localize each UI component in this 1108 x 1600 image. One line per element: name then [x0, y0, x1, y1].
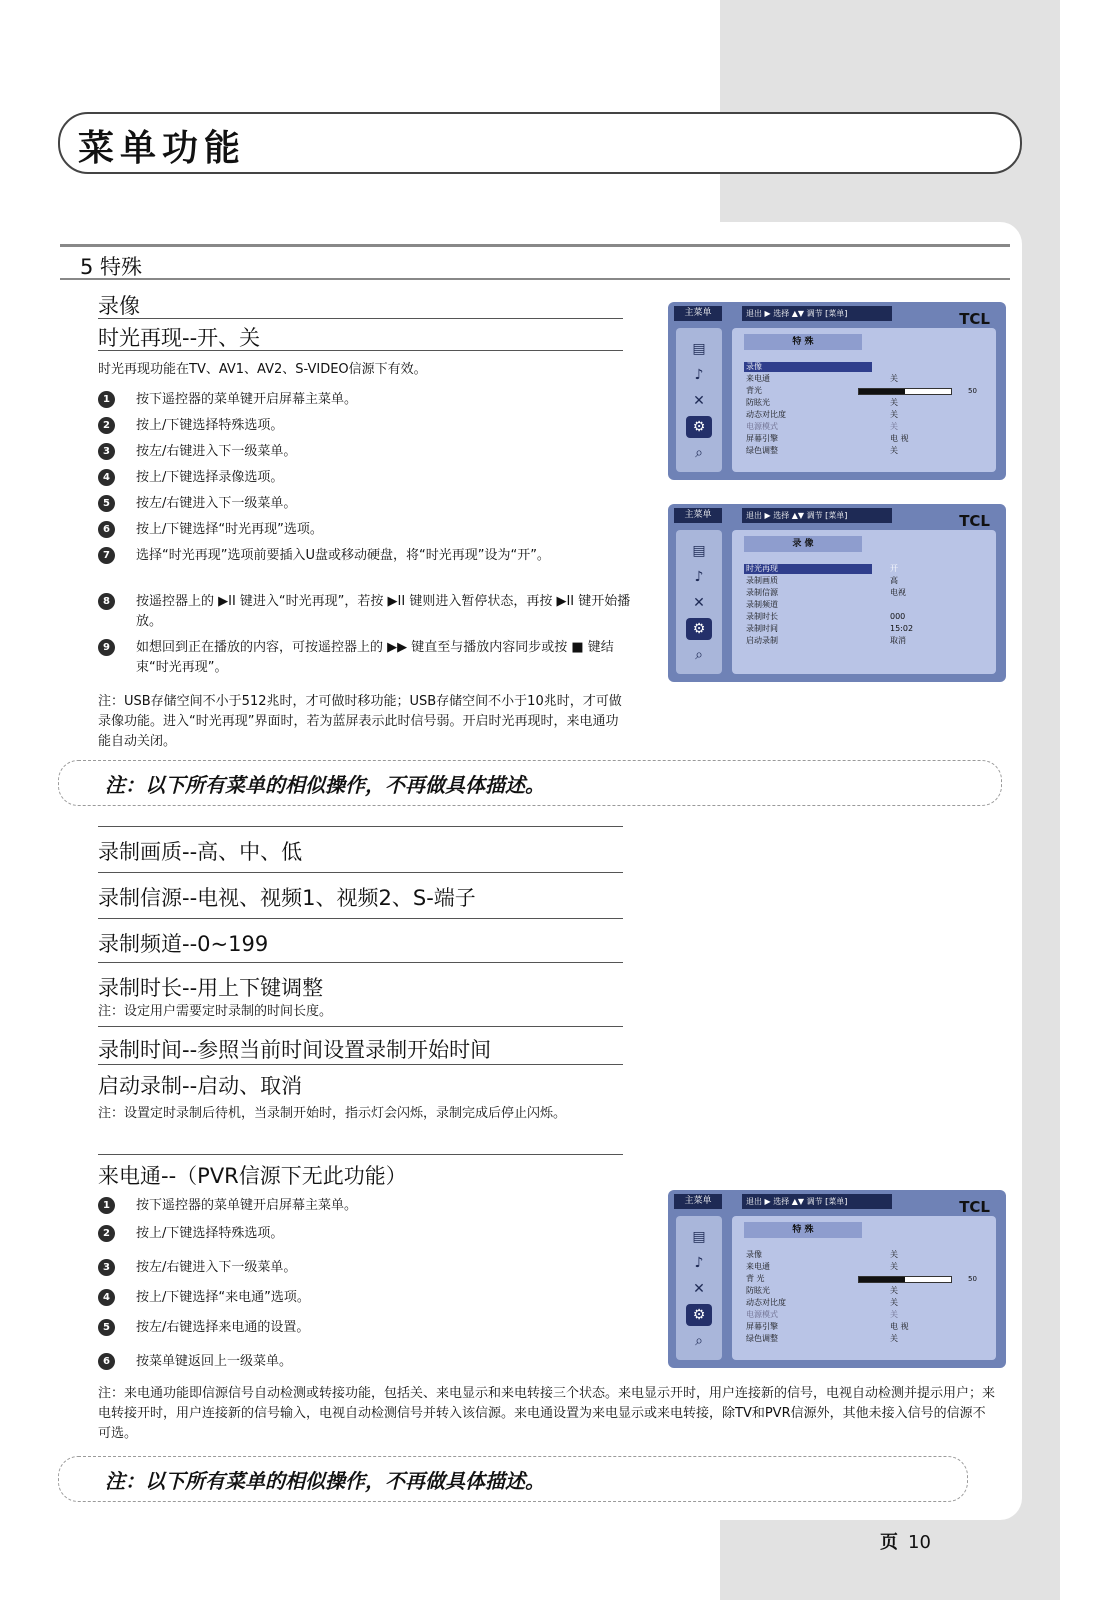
menu-row-label: 背光 — [746, 386, 762, 395]
menu-tab: 主菜单 — [674, 306, 722, 321]
menu-row-value: 关 — [890, 1286, 898, 1295]
menu-row-label: 电源模式 — [746, 422, 778, 431]
tcl-logo: TCL — [959, 1198, 990, 1216]
menu-row-label: 防眩光 — [746, 1286, 770, 1295]
caller-heading: 来电通--（PVR信源下无此功能） — [98, 1164, 407, 1188]
step-text: 选择“时光再现”选项前要插入U盘或移动硬盘，将“时光再现”设为“开”。 — [136, 548, 550, 563]
step-text: 按左/右键选择来电通的设置。 — [136, 1320, 310, 1335]
menu-row-label: 录制画质 — [746, 576, 778, 585]
special-icon: ⚙ — [686, 618, 712, 640]
page-title: 菜单功能 — [78, 127, 247, 169]
dashed-note-text: 注：以下所有菜单的相似操作，不再做具体描述。 — [105, 773, 545, 797]
menu-row-label: 来电通 — [746, 1262, 770, 1271]
timeshift-note: 注：USB存储空间不小于512兆时，才可做时移功能；USB存储空间不小于10兆时，才可做录像功能。进入“时光再现”界面时，若为蓝屏表示此时信号弱。开启时光再现时，来电通功能自动关闭。 — [98, 694, 622, 749]
tv-menu-screenshot — [668, 1190, 1006, 1368]
step-text: 按左/右键进入下一级菜单。 — [136, 444, 297, 459]
menu-row-value: 关 — [890, 398, 898, 407]
menu-panel — [732, 530, 996, 674]
record-duration: 录制时长--用上下键调整 — [98, 976, 324, 1000]
tools-icon: ✕ — [693, 1281, 705, 1297]
menu-row — [744, 1274, 984, 1284]
menu-row — [744, 374, 984, 384]
menu-row — [744, 624, 984, 634]
menu-row-value: 关 — [890, 446, 898, 455]
menu-row-label: 录像 — [746, 362, 762, 371]
step-number: 3 — [98, 1259, 115, 1276]
picture-icon: ▤ — [692, 341, 706, 357]
menu-row-label: 录像 — [746, 1250, 762, 1259]
record-quality: 录制画质--高、中、低 — [98, 840, 303, 864]
section-header — [60, 244, 1010, 280]
step-number: 2 — [98, 417, 115, 434]
record-source: 录制信源--电视、视频1、视频2、S-端子 — [98, 886, 476, 910]
menu-tab: 主菜单 — [674, 1194, 722, 1209]
menu-row-value: 关 — [890, 422, 898, 431]
menu-row-value: 取消 — [890, 636, 906, 645]
tcl-logo: TCL — [959, 512, 990, 530]
step-number: 5 — [98, 1319, 115, 1336]
menu-slider — [858, 1276, 952, 1283]
section-title: 5 特殊 — [80, 255, 143, 279]
menu-row-label: 屏幕引擎 — [746, 1322, 778, 1331]
menu-row-label: 启动录制 — [746, 636, 778, 645]
menu-row — [744, 1322, 984, 1332]
divider — [98, 350, 623, 351]
record-start: 启动录制--启动、取消 — [98, 1074, 303, 1098]
divider — [98, 962, 623, 963]
search-icon: ⌕ — [695, 1333, 703, 1349]
menu-slider-value: 50 — [968, 1275, 977, 1283]
menu-row — [744, 564, 898, 574]
divider — [98, 872, 623, 873]
menu-sidebar — [676, 1216, 722, 1360]
menu-slider-value: 50 — [968, 387, 977, 395]
divider — [98, 1154, 623, 1155]
tv-menu-screenshot — [668, 302, 1006, 480]
menu-row-value: 关 — [890, 1250, 898, 1259]
menu-row-label: 录制频道 — [746, 600, 778, 609]
page-number-value: 10 — [908, 1532, 931, 1553]
search-icon: ⌕ — [695, 445, 703, 461]
menu-row — [744, 434, 984, 444]
menu-tab: 主菜单 — [674, 508, 722, 523]
special-icon: ⚙ — [686, 416, 712, 438]
menu-slider — [858, 388, 952, 395]
record-start-note: 注：设置定时录制后待机，当录制开始时，指示灯会闪烁，录制完成后停止闪烁。 — [98, 1106, 567, 1121]
menu-row-label: 录制时间 — [746, 624, 778, 633]
tv-menu-screenshot — [668, 504, 1006, 682]
step-number: 3 — [98, 443, 115, 460]
step-text: 按遥控器上的 ▶II 键进入“时光再现”，若按 ▶II 键则进入暂停状态，再按 ▶II 键开始播放。 — [136, 594, 631, 629]
sound-icon: ♪ — [694, 367, 704, 383]
menu-row — [744, 362, 872, 372]
menu-panel — [732, 1216, 996, 1360]
step-number: 6 — [98, 1353, 115, 1370]
step-text: 按上/下键选择“时光再现”选项。 — [136, 522, 323, 537]
sound-icon: ♪ — [694, 1255, 704, 1271]
step-number: 1 — [98, 1197, 115, 1214]
menu-row-value: 电 视 — [890, 1322, 909, 1331]
menu-row-label: 动态对比度 — [746, 1298, 786, 1307]
menu-row — [744, 612, 984, 622]
step-text: 按上/下键选择录像选项。 — [136, 470, 284, 485]
dashed-note-box — [58, 760, 1002, 806]
menu-title: 特 殊 — [744, 334, 862, 350]
menu-slider-fill — [859, 389, 905, 394]
menu-title: 特 殊 — [744, 1222, 862, 1238]
menu-slider-fill — [859, 1277, 905, 1282]
menu-row-label: 动态对比度 — [746, 410, 786, 419]
menu-row — [744, 588, 984, 598]
dashed-note-box — [58, 1456, 968, 1502]
picture-icon: ▤ — [692, 543, 706, 559]
divider — [98, 318, 623, 319]
step-text: 按下遥控器的菜单键开启屏幕主菜单。 — [136, 392, 358, 407]
menu-row — [744, 1298, 984, 1308]
menu-row — [744, 1262, 984, 1272]
step-text: 按左/右键进入下一级菜单。 — [136, 1260, 297, 1275]
step-text: 按上/下键选择“来电通”选项。 — [136, 1290, 310, 1305]
menu-row-label: 防眩光 — [746, 398, 770, 407]
step-number: 1 — [98, 391, 115, 408]
menu-row-value: 关 — [890, 1262, 898, 1271]
menu-row-label: 绿色调整 — [746, 446, 778, 455]
menu-row-value: 关 — [890, 410, 898, 419]
step-number: 8 — [98, 593, 115, 610]
menu-row-label: 时光再现 — [746, 564, 778, 573]
menu-row-value: 000 — [890, 612, 906, 621]
menu-row-label: 录制信源 — [746, 588, 778, 597]
menu-row-value: 开 — [890, 564, 898, 573]
step-number: 7 — [98, 547, 115, 564]
menu-row — [744, 600, 984, 610]
menu-row-value: 关 — [890, 374, 898, 383]
menu-row — [744, 1310, 984, 1320]
menu-hint: 退出 ▶ 选择 ▲▼ 调节 [菜单] — [742, 1194, 892, 1209]
timeshift-heading: 时光再现--开、关 — [98, 326, 261, 350]
page-label: 页 — [880, 1532, 898, 1553]
tools-icon: ✕ — [693, 595, 705, 611]
step-text: 如想回到正在播放的内容，可按遥控器上的 ▶▶ 键直至与播放内容同步或按 ■ 键结束“时光再现”。 — [136, 640, 614, 675]
picture-icon: ▤ — [692, 1229, 706, 1245]
recording-heading: 录像 — [98, 294, 140, 318]
menu-row — [744, 386, 984, 396]
menu-row-label: 屏幕引擎 — [746, 434, 778, 443]
step-number: 5 — [98, 495, 115, 512]
menu-row-label: 背 光 — [746, 1274, 765, 1283]
step-number: 4 — [98, 469, 115, 486]
menu-row-label: 绿色调整 — [746, 1334, 778, 1343]
divider — [98, 918, 623, 919]
menu-row-label: 电源模式 — [746, 1310, 778, 1319]
special-icon: ⚙ — [686, 1304, 712, 1326]
step-number: 4 — [98, 1289, 115, 1306]
menu-row-value: 15:02 — [890, 624, 914, 633]
menu-sidebar — [676, 530, 722, 674]
record-time: 录制时间--参照当前时间设置录制开始时间 — [98, 1038, 492, 1062]
step-number: 9 — [98, 639, 115, 656]
step-number: 6 — [98, 521, 115, 538]
divider — [98, 826, 623, 827]
menu-panel — [732, 328, 996, 472]
step-text: 按左/右键进入下一级菜单。 — [136, 496, 297, 511]
dashed-note-text: 注：以下所有菜单的相似操作，不再做具体描述。 — [105, 1469, 545, 1493]
step-number: 2 — [98, 1225, 115, 1242]
step-text: 按上/下键选择特殊选项。 — [136, 1226, 284, 1241]
tools-icon: ✕ — [693, 393, 705, 409]
menu-row-value: 关 — [890, 1298, 898, 1307]
step-text: 按菜单键返回上一级菜单。 — [136, 1354, 293, 1369]
timeshift-intro: 时光再现功能在TV、AV1、AV2、S-VIDEO信源下有效。 — [98, 362, 427, 377]
divider — [98, 1064, 623, 1065]
menu-row-value: 电 视 — [890, 434, 909, 443]
step-text: 按下遥控器的菜单键开启屏幕主菜单。 — [136, 1198, 358, 1213]
menu-row — [744, 576, 984, 586]
menu-hint: 退出 ▶ 选择 ▲▼ 调节 [菜单] — [742, 306, 892, 321]
menu-row — [744, 446, 984, 456]
search-icon: ⌕ — [695, 647, 703, 663]
menu-row — [744, 398, 984, 408]
step-text: 按上/下键选择特殊选项。 — [136, 418, 284, 433]
menu-row-value: 关 — [890, 1310, 898, 1319]
menu-row-value: 高 — [890, 576, 898, 585]
menu-hint: 退出 ▶ 选择 ▲▼ 调节 [菜单] — [742, 508, 892, 523]
menu-title: 录 像 — [744, 536, 862, 552]
page-number — [880, 1528, 931, 1554]
menu-row — [744, 410, 984, 420]
title-banner — [58, 112, 1022, 174]
sound-icon: ♪ — [694, 569, 704, 585]
menu-row — [744, 636, 984, 646]
menu-sidebar — [676, 328, 722, 472]
menu-row-label: 录制时长 — [746, 612, 778, 621]
tcl-logo: TCL — [959, 310, 990, 328]
menu-row-value: 电视 — [890, 588, 906, 597]
record-duration-note: 注：设定用户需要定时录制的时间长度。 — [98, 1004, 333, 1019]
menu-row — [744, 1334, 984, 1344]
record-channel: 录制频道--0~199 — [98, 932, 269, 956]
caller-note: 注：来电通功能即信源信号自动检测或转接功能，包括关、来电显示和来电转接三个状态。来电显示开时，用户连接新的信号，电视自动检测并提示用户；来电转接开时，用户连接新的信号输入，电视自动检测信号并转入该信源。来电通设置为来电显示或来电转接，除TV和PVR信源外，其他未接入信号的信源不可选。 — [98, 1386, 996, 1441]
menu-row — [744, 1286, 984, 1296]
menu-row-value: 关 — [890, 1334, 898, 1343]
menu-row — [744, 1250, 984, 1260]
menu-row — [744, 422, 984, 432]
divider — [98, 1026, 623, 1027]
menu-row-label: 来电通 — [746, 374, 770, 383]
